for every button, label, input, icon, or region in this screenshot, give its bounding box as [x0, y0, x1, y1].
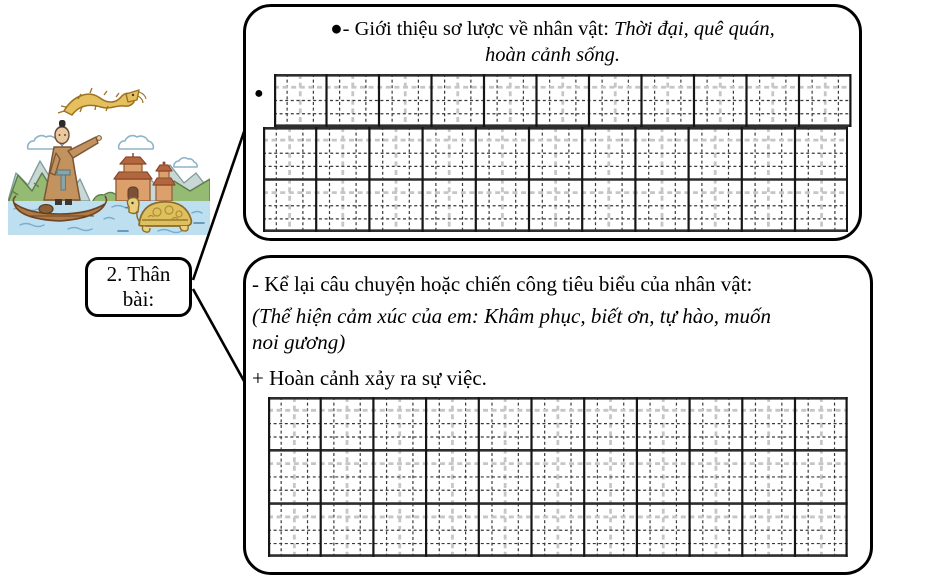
intro-heading	[246, 16, 859, 68]
body-italic-note	[246, 303, 870, 355]
intro-box	[243, 4, 862, 241]
section-label-line2: bài:	[122, 287, 155, 311]
section-label-text	[107, 262, 171, 312]
writing-grid-body-block	[268, 397, 848, 557]
hero-figure	[44, 120, 101, 205]
temple-gate-icon	[114, 153, 152, 201]
body-box	[243, 255, 873, 575]
body-line-2: + Hoàn cảnh xảy ra sự việc.	[252, 366, 487, 390]
body-italic-note-line1: (Thể hiện cảm xúc của em: Khâm phục, biết ơn, tự hào, muốn	[252, 304, 771, 328]
intro-heading-text: Giới thiệu sơ lược về nhân vật:	[354, 18, 615, 40]
body-italic-note-line2: noi gương)	[252, 330, 346, 354]
section-label-line1: 2. Thân	[106, 262, 171, 286]
body-line-1: - Kể lại câu chuyện hoặc chiến công tiêu biểu của nhân vật:	[252, 272, 753, 296]
connector-line-bottom	[193, 289, 249, 390]
bullet-icon: ●	[254, 85, 264, 102]
section-label-box	[85, 257, 192, 317]
intro-heading-italic-2: hoàn cảnh sống.	[485, 44, 620, 66]
legend-illustration	[8, 73, 210, 235]
intro-heading-italic-1: Thời đại, quê quán,	[614, 18, 775, 40]
writing-grid-intro-row	[274, 74, 852, 127]
golden-dragon-icon	[58, 88, 146, 115]
writing-grid-intro-block	[263, 127, 848, 232]
bullet-dash-prefix: ●-	[330, 18, 355, 40]
